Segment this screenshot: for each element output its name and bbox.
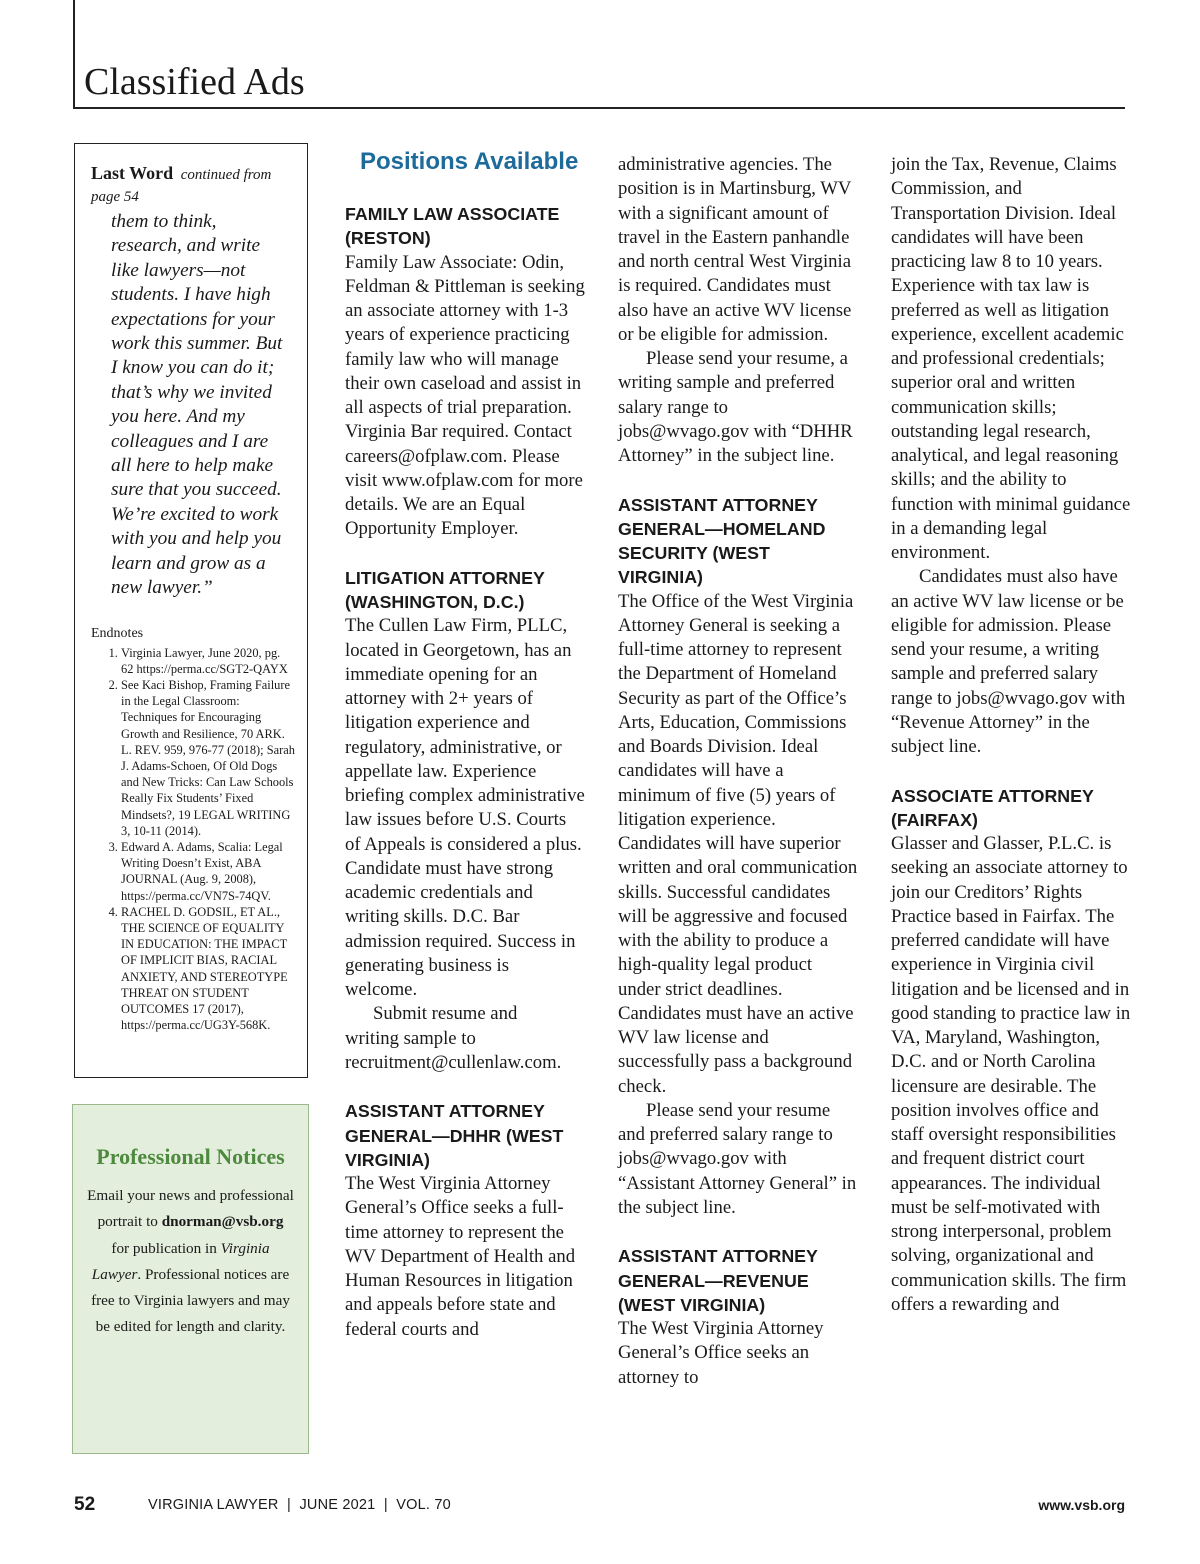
continued-note: continued from page 54 bbox=[91, 167, 272, 205]
job-body-dhhr-cont: administrative agencies. The position is in Martinsburg, WV with a significant amount of travel in the Eastern panhandle and north central West Virginia is required. Candidates must also have an active WV license or be eligible for admission. bbox=[618, 154, 852, 345]
website-link[interactable]: www.vsb.org bbox=[1038, 1497, 1125, 1513]
positions-available-heading: Positions Available bbox=[360, 148, 579, 175]
job-title-associate-fairfax: ASSOCIATE ATTORNEY (FAIRFAX) bbox=[891, 785, 1094, 830]
last-word-header bbox=[91, 162, 295, 208]
professional-notices-text bbox=[87, 1183, 294, 1341]
job-title-revenue: ASSISTANT ATTORNEY GENERAL—REVENUE (WEST VIRGINIA) bbox=[618, 1246, 818, 1315]
last-word-sidebar bbox=[74, 143, 308, 1078]
job-contact-litigation: Submit resume and writing sample to recruitment@cullenlaw.com. bbox=[345, 1003, 562, 1073]
job-body-associate-fairfax: Glasser and Glasser, P.L.C. is seeking an associate attorney to join our Creditors’ Rights Practice based in Fairfax. The preferred candidate will have experience in Virginia civil litigation and be licensed and in good standing to practice law in VA, Maryland, Washington, D.C. and or North Carolina licensure are desirable. The position involves office and staff oversight responsibilities and frequent district court appearances. The individual must be self-motivated with strong interpersonal, problem solving, organizational and communication skills. The firm offers a rewarding and bbox=[891, 833, 1131, 1315]
job-body-dhhr: The West Virginia Attorney General’s Office seeks a full-time attorney to represent the WV Department of Health and Human Resources in litigation and appeals before state and federal courts and bbox=[345, 1173, 576, 1340]
page-number: 52 bbox=[74, 1494, 96, 1515]
notice-text-2: for publication in bbox=[111, 1239, 221, 1257]
job-contact-homeland: Please send your resume and preferred salary range to jobs@wvago.gov with “Assistant Attorney General” in the subject line. bbox=[618, 1099, 857, 1218]
endnote: 1. Virginia Lawyer, June 2020, pg. 62 https://perma.cc/SGT2-QAYX bbox=[121, 645, 295, 677]
job-title-family-law: FAMILY LAW ASSOCIATE (RESTON) bbox=[345, 204, 560, 249]
professional-notices-title: Professional Notices bbox=[96, 1144, 285, 1169]
job-title-dhhr: ASSISTANT ATTORNEY GENERAL—DHHR (WEST VIRGINIA) bbox=[345, 1101, 564, 1170]
endnotes-title: Endnotes bbox=[91, 625, 144, 641]
notice-publication: Virginia Lawyer bbox=[91, 1239, 270, 1283]
notice-text-3: . Professional notices are free to Virginia lawyers and may be edited for length and clarity. bbox=[91, 1265, 290, 1336]
endnote: 3. Edward A. Adams, Scalia: Legal Writing Doesn’t Exist, ABA JOURNAL (Aug. 9, 2008), https://perma.cc/VN7S-74QV. bbox=[121, 839, 295, 904]
job-body-revenue-cont: join the Tax, Revenue, Claims Commission, and Transportation Division. Ideal candidates will have been practicing law 8 to 10 years. Experience with tax law is preferred as well as litigation experience, excellent academic and professional credentials; superior oral and written communication skills; outstanding legal research, analytical, and legal reasoning skills; and the ability to function with minimal guidance in a demanding legal environment. bbox=[891, 154, 1131, 563]
endnote: 4. RACHEL D. GODSIL, ET AL., THE SCIENCE OF EQUALITY IN EDUCATION: THE IMPACT OF IMPLICIT BIAS, RACIAL ANXIETY, AND STEREOTYPE THREAT ON STUDENT OUTCOMES 17 (2017), https://perma.cc/UG3Y-568K. bbox=[121, 904, 295, 1034]
job-contact-dhhr: Please send your resume, a writing sample and preferred salary range to jobs@wvago.gov with “DHHR Attorney” in the subject line. bbox=[618, 348, 853, 466]
column-1 bbox=[345, 150, 585, 1342]
header-vertical-rule bbox=[73, 0, 75, 108]
job-title-litigation: LITIGATION ATTORNEY (WASHINGTON, D.C.) bbox=[345, 567, 545, 612]
job-body-litigation: The Cullen Law Firm, PLLC, located in Georgetown, has an immediate opening for an attorney with 2+ years of litigation experience and regulatory, administrative, or appellate law. Experience briefing complex administrative law issues before U.S. Courts of Appeals is considered a plus. Candidate must have strong academic credentials and writing skills. D.C. Bar admission required. Success in generating business is welcome. bbox=[345, 615, 585, 1000]
endnotes-list bbox=[91, 645, 295, 1034]
last-word-heading: Last Word bbox=[91, 163, 174, 183]
column-2 bbox=[618, 153, 858, 1390]
header-rule bbox=[73, 107, 1125, 109]
notice-email[interactable]: dnorman@vsb.org bbox=[161, 1213, 284, 1231]
last-word-quote: them to think, research, and write like lawyers—not students. I have high expectations for your work this summer. But I know you can do it; that’s why we invited you here. And my colleagues and I are all here to help make sure that you succeed. We’re excited to work with you and help you learn and grow as a new lawyer.” bbox=[111, 211, 283, 599]
endnote: 2. See Kaci Bishop, Framing Failure in the Legal Classroom: Techniques for Encouraging Growth and Resilience, 70 ARK. L. REV. 959, 976-77 (2018); Sarah J. Adams-Schoen, Of Old Dogs and New Tricks: Can Law Schools Really Fix Students’ Fixed Mindsets?, 19 LEGAL WRITING 3, 10-11 (2014). bbox=[121, 677, 295, 839]
professional-notices-box bbox=[72, 1104, 309, 1454]
column-3 bbox=[891, 153, 1131, 1317]
job-body-homeland: The Office of the West Virginia Attorney General is seeking a full-time attorney to represent the Department of Homeland Security as part of the Office’s Arts, Education, Commissions and Boards Division. Ideal candidates will have a minimum of five (5) years of litigation experience. Candidates will have superior written and oral communication skills. Successful candidates will be aggressive and focused with the ability to produce a high-quality legal product under strict deadlines. Candidates must have an active WV law license and successfully pass a background check. bbox=[618, 590, 858, 1097]
job-body-family-law: Family Law Associate: Odin, Feldman & Pittleman is seeking an associate attorney with 1-3 years of experience practicing family law who will manage their own caseload and assist in all aspects of trial preparation. Virginia Bar required. Contact careers@ofplaw.com. Please visit www.ofplaw.com for more details. We are an Equal Opportunity Employer. bbox=[345, 251, 585, 540]
notice-text-1: Email your news and professional portrait to bbox=[87, 1187, 294, 1231]
publication-info: VIRGINIA LAWYER | JUNE 2021 | VOL. 70 bbox=[148, 1497, 451, 1513]
job-body-revenue: The West Virginia Attorney General’s Office seeks an attorney to bbox=[618, 1318, 824, 1388]
job-contact-revenue: Candidates must also have an active WV law license or be eligible for admission. Please send your resume, a writing sample and preferred salary range to jobs@wvago.gov with “Revenue Attorney” in the subject line. bbox=[891, 566, 1126, 757]
section-title: Classified Ads bbox=[84, 61, 305, 103]
job-title-homeland: ASSISTANT ATTORNEY GENERAL—HOMELAND SECURITY (WEST VIRGINIA) bbox=[618, 494, 826, 588]
